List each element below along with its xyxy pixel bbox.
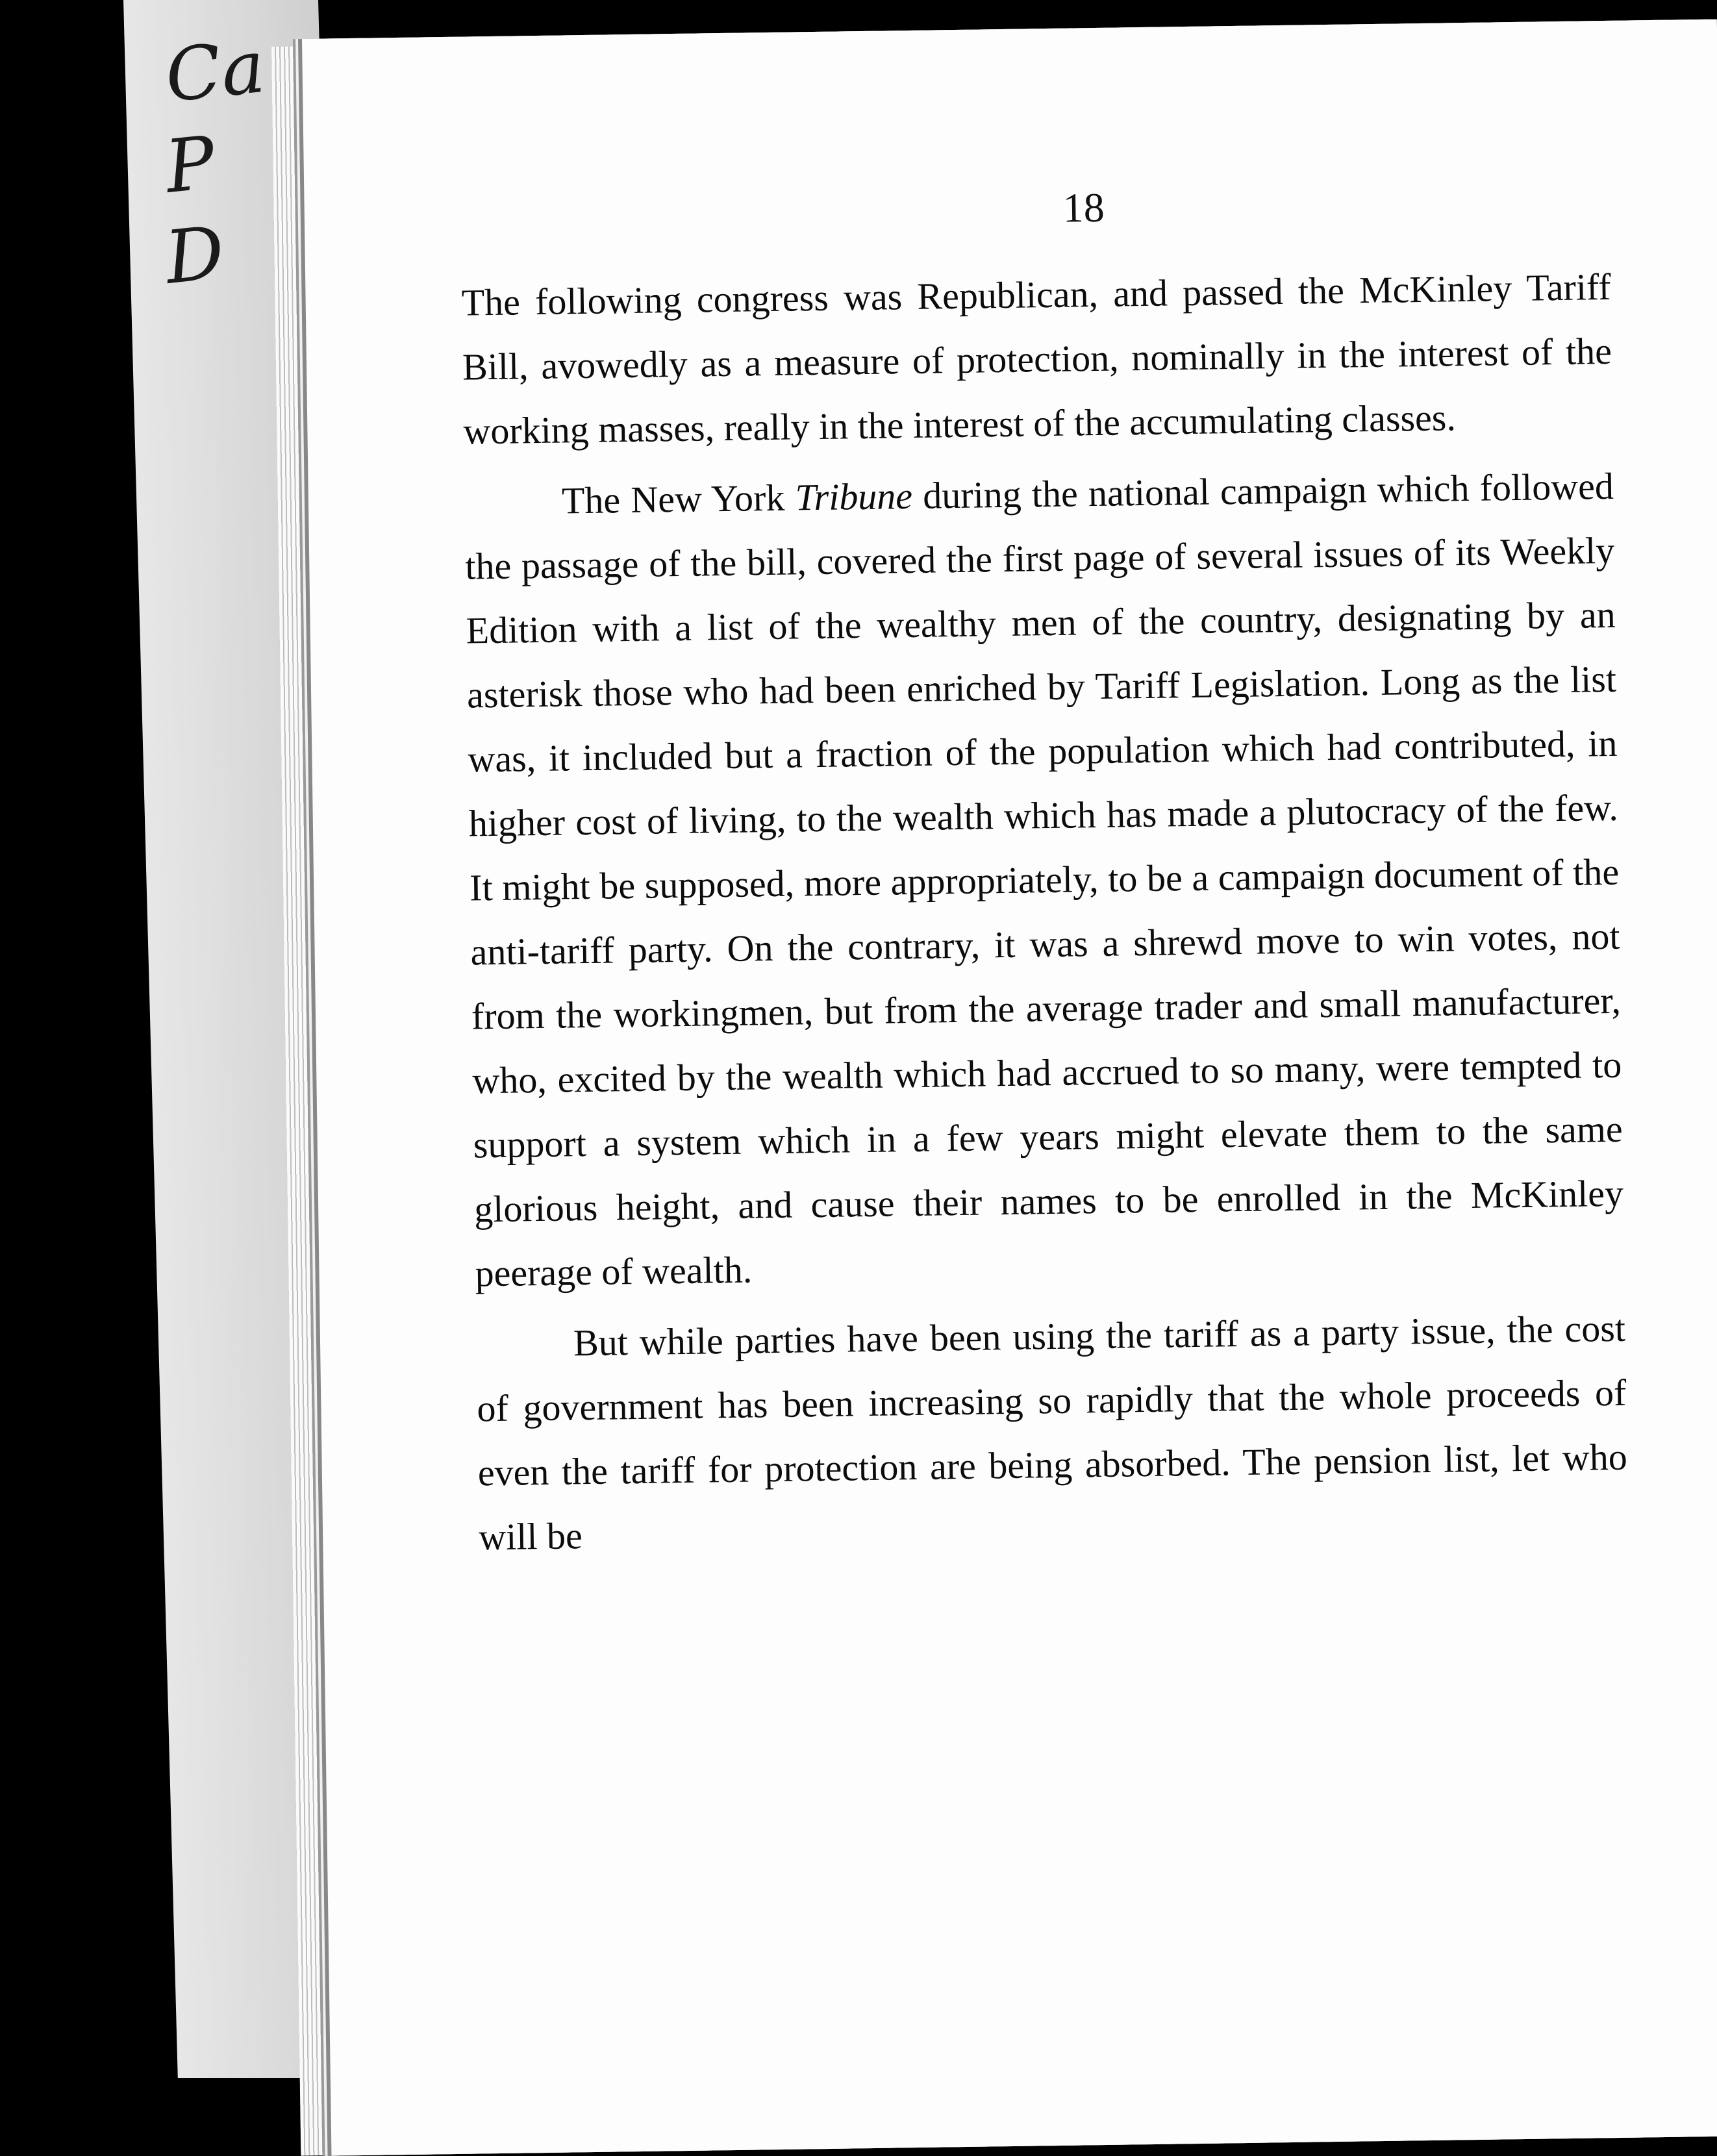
handwritten-margin-note [161,24,269,312]
text-run: But while parties have been using the tariff as a party issue, the cost of government has been increasing so rapidly that the whole proceeds of even the tariff for protection are being absorbed. The pension list, let who will be [477,1307,1628,1559]
margin-note-line: D [161,210,229,301]
text-run: The following congress was Republican, and passed the McKinley Tariff Bill, avowedly as a measure of protection, nominally in the interest of the working masses, really in the interest of the accumulating classes. [461,265,1612,453]
paragraph [461,255,1613,464]
body-text [461,255,1629,1570]
text-run: The New York [561,476,796,522]
paragraph [475,1296,1628,1570]
margin-note-line: Ca [161,24,269,119]
margin-note-line: P [161,120,219,210]
paragraph [464,454,1625,1306]
book-page [302,19,1717,2156]
text-run: during the national campaign which followed the passage of the bill, covered the first page of several issues of its Weekly Edition with a list of the wealthy men of the country, designating by an asterisk those who had been enriched by Tariff Legislation. Long as the list was, it included but a fraction of the population which had contributed, in higher cost of living, to the wealth which has made a plutocracy of the few. It might be supposed, more appropriately, to be a campaign document of the anti-tariff party. On the contrary, it was a shrewd move to win votes, not from the workingmen, but from the average trader and small manufacturer, who, excited by the wealth which had accrued to so many, were tempted to support a system which in a few years might elevate them to the same glorious height, and cause their names to be enrolled in the McKinley peerage of wealth. [464,464,1624,1295]
italic-title: Tribune [795,474,913,519]
page-number: 18 [1062,184,1105,231]
